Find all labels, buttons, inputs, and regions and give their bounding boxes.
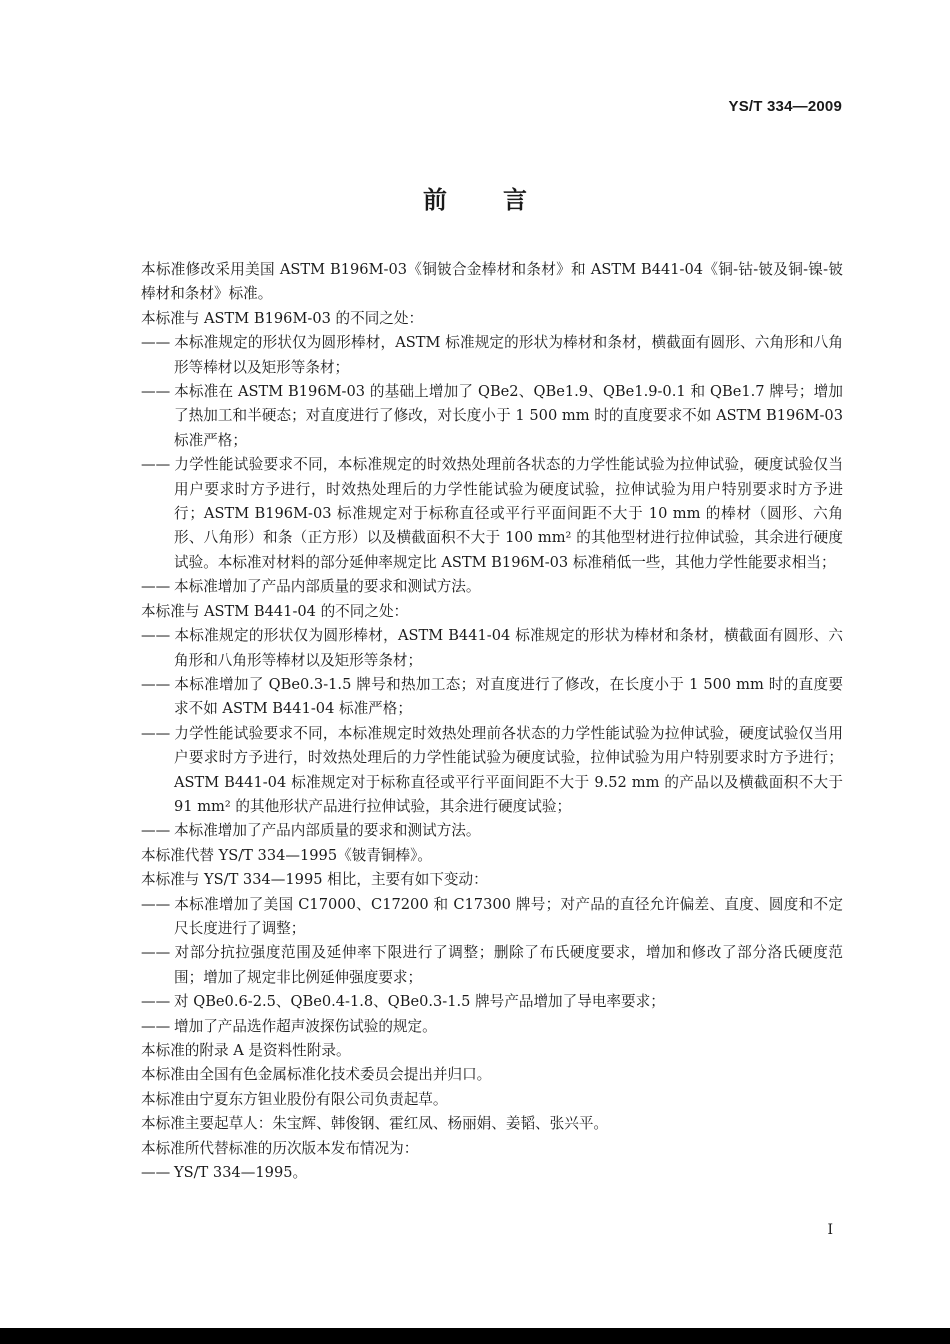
- list-item: [141, 673, 843, 722]
- list-item: [141, 1161, 843, 1185]
- foreword-body: [141, 258, 843, 1185]
- dash-marker: ——: [141, 383, 171, 401]
- dash-marker: ——: [141, 578, 171, 596]
- list-item: [141, 453, 843, 575]
- page-number: I: [827, 1222, 833, 1238]
- list-item: [141, 990, 843, 1014]
- list-item: [141, 893, 843, 942]
- list-item-text: 本标准在 ASTM B196M-03 的基础上增加了 QBe2、QBe1.9、QBe1.9-0.1 和 QBe1.7 牌号；增加了热加工和半硬态；对直度进行了修改，对长度小于 1 500 mm 时的直度要求不如 ASTM B196M-03 标准严格；: [174, 383, 843, 449]
- dash-marker: ——: [141, 993, 171, 1011]
- list-item-text: 本标准增加了产品内部质量的要求和测试方法。: [174, 822, 481, 840]
- dash-marker: ——: [141, 724, 171, 742]
- list-item-text: 对 QBe0.6-2.5、QBe0.4-1.8、QBe0.3-1.5 牌号产品增加了导电率要求；: [174, 993, 665, 1011]
- dash-marker: ——: [141, 895, 171, 913]
- list-item: [141, 624, 843, 673]
- dash-marker: ——: [141, 334, 171, 352]
- paragraph: 本标准由全国有色金属标准化技术委员会提出并归口。: [141, 1066, 492, 1084]
- list-item-text: 增加了产品选作超声波探伤试验的规定。: [174, 1017, 437, 1035]
- list-item: [141, 331, 843, 380]
- paragraph: 本标准主要起草人：朱宝辉、韩俊钢、霍红凤、杨丽娟、姜韬、张兴平。: [141, 1115, 609, 1133]
- list-item-text: 本标准增加了 QBe0.3-1.5 牌号和热加工态；对直度进行了修改，在长度小于 1 500 mm 时的直度要求不如 ASTM B441-04 标准严格；: [174, 675, 843, 718]
- dash-marker: ——: [141, 944, 171, 962]
- list-item-text: 力学性能试验要求不同，本标准规定时效热处理前各状态的力学性能试验为拉伸试验，硬度试验仅当用户要求时方予进行，时效热处理后的力学性能试验为硬度试验，拉伸试验为用户特别要求时方予进行；ASTM B441-04 标准规定对于标称直径或平行平面间距不大于 9.52 mm 的产品以及横截面积不大于 91 mm² 的其他形状产品进行拉伸试验，其余进行硬度试验；: [174, 724, 843, 815]
- list-item-text: 本标准规定的形状仅为圆形棒材，ASTM 标准规定的形状为棒材和条材，横截面有圆形、六角形和八角形等棒材以及矩形等条材；: [174, 334, 843, 376]
- paragraph: 本标准的附录 A 是资料性附录。: [141, 1042, 351, 1059]
- paragraph: 本标准由宁夏东方钽业股份有限公司负责起草。: [141, 1090, 448, 1108]
- paragraph: 本标准代替 YS/T 334—1995《铍青铜棒》。: [141, 846, 432, 864]
- paragraph: 本标准与 YS/T 334—1995 相比，主要有如下变动：: [141, 871, 488, 889]
- list-item: [141, 941, 843, 990]
- list-item-text: 本标准增加了产品内部质量的要求和测试方法。: [174, 578, 481, 596]
- list-item: [141, 722, 843, 820]
- standard-number: YS/T 334—2009: [728, 98, 842, 115]
- list-item-text: YS/T 334—1995。: [174, 1164, 308, 1182]
- list-item-text: 力学性能试验要求不同，本标准规定的时效热处理前各状态的力学性能试验为拉伸试验，硬度试验仅当用户要求时方予进行，时效热处理后的力学性能试验为硬度试验，拉伸试验为用户特别要求时方予进行；ASTM B196M-03 标准规定对于标称直径或平行平面间距不大于 10 mm 的棒材（圆形、六角形、八角形）和条（正方形）以及横截面积不大于 100 mm² 的其他型材进行拉伸试验，其余进行硬度试验。本标准对材料的部分延伸率规定比 ASTM B196M-03 标准稍低一些，其他力学性能要求相当；: [174, 456, 843, 571]
- bottom-border-bar: [0, 1328, 950, 1344]
- paragraph: 本标准所代替标准的历次版本发布情况为：: [141, 1139, 419, 1157]
- page-title: 前言: [423, 185, 583, 214]
- list-item-text: 对部分抗拉强度范围及延伸率下限进行了调整；删除了布氏硬度要求，增加和修改了部分洛氏硬度范围；增加了规定非比例延伸强度要求；: [174, 944, 843, 986]
- dash-marker: ——: [141, 1017, 171, 1035]
- intro-paragraph: 本标准修改采用美国 ASTM B196M-03《铜铍合金棒材和条材》和 ASTM B441-04《铜-钴-铍及铜-镍-铍棒材和条材》标准。: [141, 261, 843, 303]
- dash-marker: ——: [141, 822, 171, 840]
- paragraph: 本标准与 ASTM B196M-03 的不同之处：: [141, 309, 424, 327]
- dash-marker: ——: [141, 675, 171, 693]
- list-item: [141, 380, 843, 453]
- list-item-text: 本标准规定的形状仅为圆形棒材，ASTM B441-04 标准规定的形状为棒材和条材，横截面有圆形、六角形和八角形等棒材以及矩形等条材；: [174, 627, 843, 669]
- dash-marker: ——: [141, 456, 171, 474]
- list-item-text: 本标准增加了美国 C17000、C17200 和 C17300 牌号；对产品的直径允许偏差、直度、圆度和不定尺长度进行了调整；: [174, 895, 843, 937]
- dash-marker: ——: [141, 1164, 171, 1182]
- list-item: [141, 575, 843, 599]
- list-item: [141, 1015, 843, 1039]
- list-item: [141, 819, 843, 843]
- paragraph: 本标准与 ASTM B441-04 的不同之处：: [141, 602, 409, 620]
- dash-marker: ——: [141, 627, 171, 645]
